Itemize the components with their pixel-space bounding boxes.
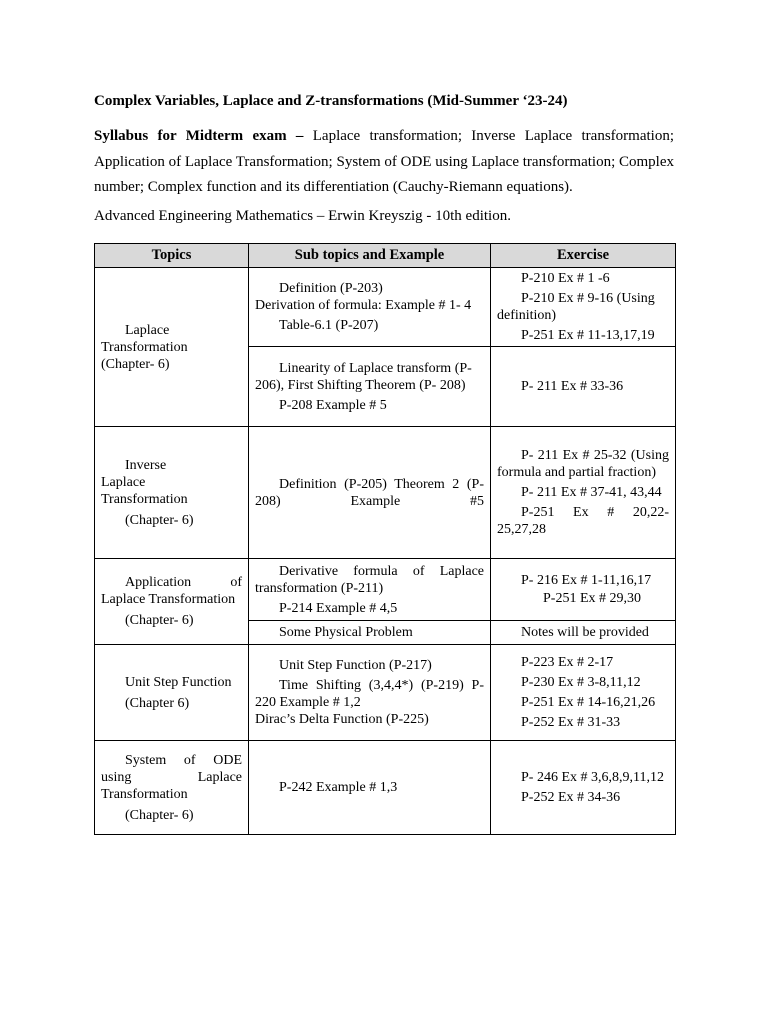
subtopic-line: Some Physical Problem <box>279 625 413 640</box>
subtopic-cell <box>249 347 491 427</box>
exercise-line: P-230 Ex # 3-8,11,12 <box>521 675 641 690</box>
subtopic-line: Derivative formula of Laplace transformation (P-211) <box>255 563 484 596</box>
header-subtopics: Sub topics and Example <box>249 244 491 268</box>
subtopic-line: P-208 Example # 5 <box>279 397 387 413</box>
table-row <box>95 427 676 559</box>
topic-line: Laplace <box>101 474 146 490</box>
topic-line: Unit Step Function <box>125 674 232 690</box>
subtopic-line: Derivation of formula: Example # 1- 4 <box>255 298 472 313</box>
exercise-line: P- 211 Ex # 37-41, 43,44 <box>521 485 662 500</box>
subtopic-line: P-214 Example # 4,5 <box>279 600 398 616</box>
topic-line: Inverse <box>125 457 167 473</box>
table-row <box>95 741 676 835</box>
table-header-row <box>95 244 676 268</box>
exercise-line: P-210 Ex # 1 -6 <box>521 271 610 286</box>
exercise-line: Notes will be provided <box>521 625 649 640</box>
exercise-line: P-223 Ex # 2-17 <box>521 655 614 670</box>
topic-line: (Chapter- 6) <box>125 807 194 823</box>
subtopic-cell <box>249 645 491 741</box>
topic-inverse-laplace <box>95 427 249 559</box>
subtopic-line: Definition (P-205) Theorem 2 (P-208) Example #5 <box>255 476 484 509</box>
subtopic-line: Table-6.1 (P-207) <box>279 318 379 333</box>
topic-line: Transformation <box>101 491 188 507</box>
topic-application <box>95 559 249 645</box>
subtopic-line: Definition (P-203) <box>279 281 383 296</box>
subtopic-line: Dirac’s Delta Function (P-225) <box>255 712 429 727</box>
header-topics: Topics <box>95 244 249 268</box>
syllabus-table <box>94 243 676 835</box>
exercise-line: P- 216 Ex # 1-11,16,17 <box>521 573 652 588</box>
exercise-line: P-252 Ex # 34-36 <box>521 790 621 805</box>
exercise-cell <box>491 621 676 645</box>
syllabus-paragraph <box>94 124 674 201</box>
subtopic-line: Unit Step Function (P-217) <box>279 658 432 673</box>
exercise-line: P-251 Ex # 14-16,21,26 <box>521 695 656 710</box>
exercise-line: P-210 Ex # 9-16 (Using definition) <box>497 291 655 323</box>
exercise-line: P-251 Ex # 20,22-25,27,28 <box>497 505 669 537</box>
topic-line: Transformation <box>101 339 188 355</box>
table-row <box>95 645 676 741</box>
subtopic-cell <box>249 427 491 559</box>
subtopic-cell <box>249 559 491 621</box>
syllabus-text: Laplace transformation; Inverse Laplace transformation; Application of Laplace Transformation; System of ODE using Laplace transformation; Complex number; Complex function and its differentiation (Cauchy-Riemann equations). <box>94 128 674 195</box>
subtopic-line: Linearity of Laplace transform (P-206), First Shifting Theorem (P- 208) <box>255 360 472 393</box>
table-row <box>95 559 676 621</box>
exercise-line: P-251 Ex # 11-13,17,19 <box>521 328 655 343</box>
exercise-cell <box>491 741 676 835</box>
exercise-cell <box>491 347 676 427</box>
exercise-line: P-252 Ex # 31-33 <box>521 715 621 730</box>
topic-line: Application of Laplace Transformation <box>101 575 242 607</box>
topic-line: (Chapter 6) <box>125 695 190 711</box>
topic-unit-step <box>95 645 249 741</box>
topic-line: System of ODE using Laplace Transformation <box>101 752 242 802</box>
exercise-cell <box>491 559 676 621</box>
topic-line: (Chapter- 6) <box>125 512 194 528</box>
exercise-line: P-251 Ex # 29,30 <box>543 591 641 606</box>
subtopic-line: P-242 Example # 1,3 <box>279 780 398 795</box>
table-row <box>95 268 676 347</box>
exercise-line: P- 211 Ex # 33-36 <box>521 379 624 394</box>
header-exercise: Exercise <box>491 244 676 268</box>
topic-line: (Chapter- 6) <box>101 356 170 372</box>
topic-line: (Chapter- 6) <box>125 613 194 628</box>
exercise-cell <box>491 268 676 347</box>
subtopic-cell <box>249 621 491 645</box>
subtopic-cell <box>249 268 491 347</box>
subtopic-cell <box>249 741 491 835</box>
exercise-cell <box>491 427 676 559</box>
syllabus-label: Syllabus for Midterm exam – <box>94 128 304 144</box>
subtopic-line: Time Shifting (3,4,4*) (P-219) P-220 Example # 1,2 <box>255 678 484 710</box>
exercise-line: P- 211 Ex # 25-32 (Using formula and partial fraction) <box>497 448 669 480</box>
textbook-reference: Advanced Engineering Mathematics – Erwin Kreyszig - 10th edition. <box>94 208 511 224</box>
topic-line: Laplace <box>125 322 170 338</box>
exercise-cell <box>491 645 676 741</box>
topic-system-ode <box>95 741 249 835</box>
exercise-line: P- 246 Ex # 3,6,8,9,11,12 <box>521 770 664 785</box>
document-title: Complex Variables, Laplace and Z-transformations (Mid-Summer ‘23-24) <box>94 93 568 109</box>
topic-laplace <box>95 268 249 427</box>
